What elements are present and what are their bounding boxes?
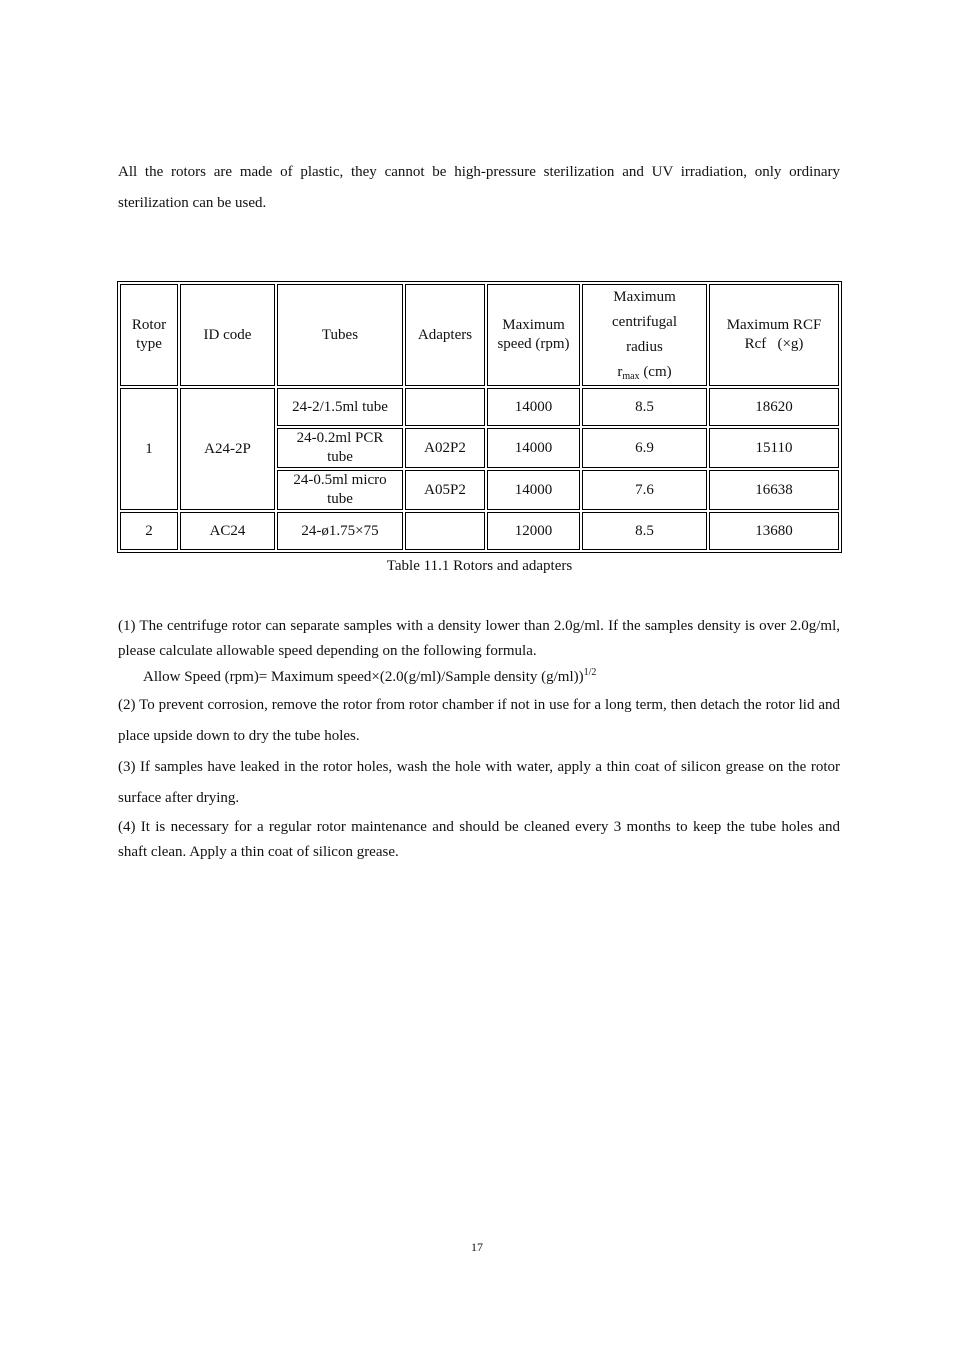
note-3: (3) If samples have leaked in the rotor holes, wash the hole with water, apply a thin coat of silicon grease on the rotor surface after drying. — [118, 759, 840, 806]
formula-text: Allow Speed (rpm)= Maximum speed×(2.0(g/ml)/Sample density (g/ml)) — [143, 669, 584, 685]
page-number: 17 — [471, 1240, 483, 1254]
cell-radius: 8.5 — [582, 512, 707, 550]
header-radius-sub: max — [622, 371, 640, 382]
header-max-radius — [582, 284, 707, 386]
table-row — [120, 388, 839, 426]
cell-adapters: A05P2 — [405, 470, 485, 510]
cell-tubes: 24-ø1.75×75 — [277, 512, 403, 550]
cell-adapters — [405, 512, 485, 550]
header-radius-r: r — [617, 364, 623, 380]
header-rcf-line1: Maximum RCF — [726, 317, 822, 333]
cell-tubes: 24-2/1.5ml tube — [277, 388, 403, 426]
header-max-rcf — [709, 284, 839, 386]
header-tubes: Tubes — [277, 284, 403, 386]
header-radius-line3: radius — [626, 339, 663, 355]
header-radius-unit: (cm) — [643, 364, 672, 380]
table-header-row — [120, 284, 839, 386]
cell-radius: 8.5 — [582, 388, 707, 426]
cell-radius: 7.6 — [582, 470, 707, 510]
header-max-speed: Maximum speed (rpm) — [487, 284, 580, 386]
table-caption: Table 11.1 Rotors and adapters — [386, 558, 573, 574]
cell-rcf: 16638 — [709, 470, 839, 510]
note-2: (2) To prevent corrosion, remove the rotor from rotor chamber if not in use for a long term, then detach the rotor lid and place upside down to dry the tube holes. — [118, 697, 840, 744]
cell-max-speed: 14000 — [487, 470, 580, 510]
cell-rcf: 13680 — [709, 512, 839, 550]
cell-rotor-type: 2 — [120, 512, 178, 550]
cell-max-speed: 14000 — [487, 428, 580, 468]
header-adapters: Adapters — [405, 284, 485, 386]
cell-id-code: A24-2P — [180, 388, 275, 510]
intro-paragraph: All the rotors are made of plastic, they cannot be high-pressure sterilization and UV irradiation, only ordinary sterilization can be used. — [118, 164, 840, 211]
cell-id-code: AC24 — [180, 512, 275, 550]
header-rotor-type: Rotor type — [120, 284, 178, 386]
cell-rotor-type: 1 — [120, 388, 178, 510]
cell-rcf: 15110 — [709, 428, 839, 468]
note-4: (4) It is necessary for a regular rotor maintenance and should be cleaned every 3 months to keep the tube holes and shaft clean. Apply a thin coat of silicon grease. — [118, 819, 840, 860]
header-radius-line2: centrifugal — [612, 314, 677, 330]
cell-radius: 6.9 — [582, 428, 707, 468]
header-radius-line1: Maximum — [613, 289, 676, 305]
cell-tubes: 24-0.5ml micro tube — [277, 470, 403, 510]
formula-exponent: 1/2 — [583, 667, 597, 678]
header-id-code: ID code — [180, 284, 275, 386]
cell-max-speed: 14000 — [487, 388, 580, 426]
cell-adapters — [405, 388, 485, 426]
cell-tubes: 24-0.2ml PCR tube — [277, 428, 403, 468]
note-1: (1) The centrifuge rotor can separate samples with a density lower than 2.0g/ml. If the samples density is over 2.0g/ml, please calculate allowable speed depending on the following formula. — [118, 618, 840, 659]
header-rcf-line2: Rcf (×g) — [744, 336, 804, 352]
table-row — [120, 512, 839, 550]
cell-rcf: 18620 — [709, 388, 839, 426]
speed-formula — [118, 665, 840, 690]
cell-max-speed: 12000 — [487, 512, 580, 550]
cell-adapters: A02P2 — [405, 428, 485, 468]
rotors-table — [117, 281, 842, 553]
notes-section — [118, 614, 840, 865]
